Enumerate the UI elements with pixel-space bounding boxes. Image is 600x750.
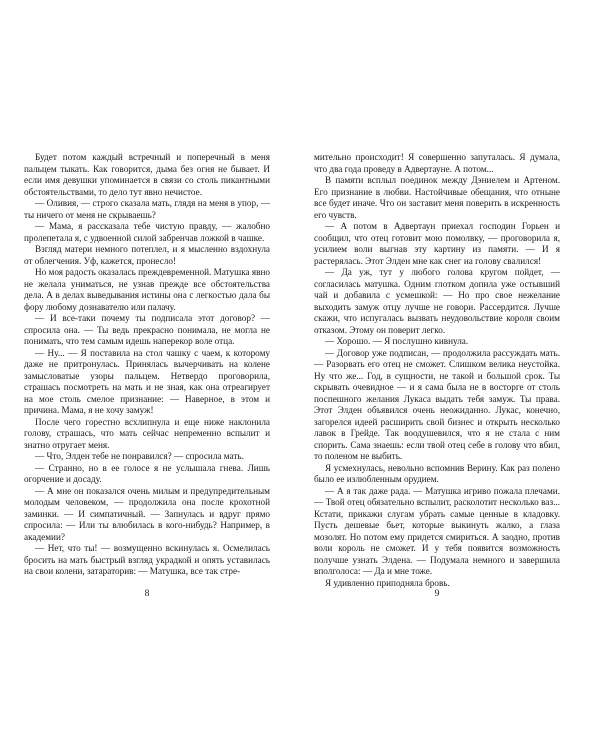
paragraph: мительно происходит! Я совершенно запуталась. Я думала, что два года проведу в Адвертауне. А потом... [314,152,560,174]
paragraph: — И все-таки почему ты подписала этот договор? — спросила она. — Ты ведь прекрасно понимала, не могла не понимать, что тем самым идешь наперекор воле отца. [24,313,270,346]
paragraph: — Оливия, — строго сказала мать, глядя на меня в упор, — ты ничего от меня не скрываешь? [24,198,270,220]
paragraph: В памяти всплыл поединок между Дэниелем и Артеном. Его признание в любви. Настойчивые обещания, что отныне все будет иначе. Что он заставит меня поверить в искренность его чувств. [314,175,560,220]
paragraph: — Хорошо. — Я послушно кивнула. [325,336,469,346]
paragraph: — Нет, что ты! — возмущенно вскинулась я. Осмелилась бросить на мать быстрый взгляд украдкой и опять уставилась на свои колени, затараторив: — Матушка, все так стре- [24,543,270,576]
paragraph: Взгляд матери немного потеплел, и я мысленно вздохнула от облегчения. Уф, кажется, пронесло! [24,244,270,266]
left-page-text [24,152,270,578]
right-page [300,0,600,750]
paragraph: — Ну... — Я поставила на стол чашку с чаем, к которому даже не притронулась. Принялась вычерчивать на колене замысловатые узоры пальцем. Нетвердо проговорила, страшась посмотреть на мать и не зная, как она отреагирует на мое столь смелое признание: — Наверное, в этом и причина. Мама, я не хочу замуж! [24,347,270,415]
paragraph: — Что, Элден тебе не понравился? — спросила мать. [35,451,244,461]
paragraph: Но моя радость оказалась преждевременной. Матушка явно не желала униматься, не узнав прежде все обстоятельства дела. А в делах выведывания истины она с легкостью дала бы фору любому дознавателю или палачу. [24,267,270,312]
paragraph: — Да уж, тут у любого голова кругом пойдет, — согласилась матушка. Одним глотком допила уже остывший чай и добавила с усмешкой: — Но про свое нежелание выходить замуж отцу лучше не говори. Рассердится. Лучше скажи, что испугалась вызвать неудовольствие короля своим отказом. Этому он поверит легко. [314,267,560,335]
paragraph: После чего горестно всхлипнула и еще ниже наклонила голову, страшась, что мать сейчас непременно вспылит и знатно отругает меня. [24,416,270,450]
paragraph: — Мама, я рассказала тебе чистую правду, — жалобно пролепетала я, с удвоенной силой забренчав ложкой в чашке. [24,221,270,243]
page-number: 9 [434,589,440,599]
paragraph: — Странно, но в ее голосе я не услышала гнева. Лишь огорчение и досаду. [24,462,270,484]
paragraph: — Договор уже подписан, — продолжила рассуждать мать. — Разорвать его отец не сможет. Слишком велика неустойка. Ну что же... Год, в сущности, не такой и большой срок. Ты скрывать очевидное — и я сама была не в восторге от столь поспешного желания Лукаса выдать тебя замуж. Ты права. Этот Элден объявился очень неожиданно. Лукас, конечно, загорелся идеей расширить свой бизнес и открыть несколько лавок в Грейде. Так воодушевился, что я не стала с ним спорить. Сама знаешь: если твой отец себе в голову что вбил, то поленом не выбить. [314,347,560,461]
paragraph: — А я так даже рада. — Матушка игриво пожала плечами. — Твой отец обязательно вспылит, расколотит несколько ваз... Кстати, прикажи слугам убрать самые ценные в кладовку. Пусть дешевые бьет, которые выкинуть жалко, а глаза мозолят. Но потом ему придется смириться. А заодно, против воли король не сможет. И у тебя появится возможность получше узнать Элдена. — Подумала немного и завершила вполголоса: — Да и мне тоже. [314,485,560,576]
page-number: 8 [144,589,150,599]
paragraph: — А мне он показался очень милым и предупредительным молодым человеком, — продолжила она после крохотной заминки. — И симпатичный. — Запнулась и вдруг прямо спросила: — Или ты влюбилась в кого-нибудь? Например, в академии? [24,485,270,542]
paragraph: Будет потом каждый встречный и поперечный в меня пальцем тыкать. Как говорится, дыма без огня не бывает. И если имя девушки упоминается в связи со столь пикантными обстоятельствами, то дело тут явно нечистое. [24,152,270,197]
paragraph: Я усмехнулась, невольно вспомнив Верину. Как раз полено было ее излюбленным орудием. [314,462,560,484]
paragraph: — А потом в Адвертаун приехал господин Горьен и сообщил, что отец готовит мою помолвку, — проговорила я, усилием воли выгнав эту картину из памяти. — И я растерялась. Этот Элден мне как снег на голову свалился! [314,221,560,266]
right-page-text [314,152,560,589]
paragraph: Я удивленно приподняла бровь. [325,577,450,588]
